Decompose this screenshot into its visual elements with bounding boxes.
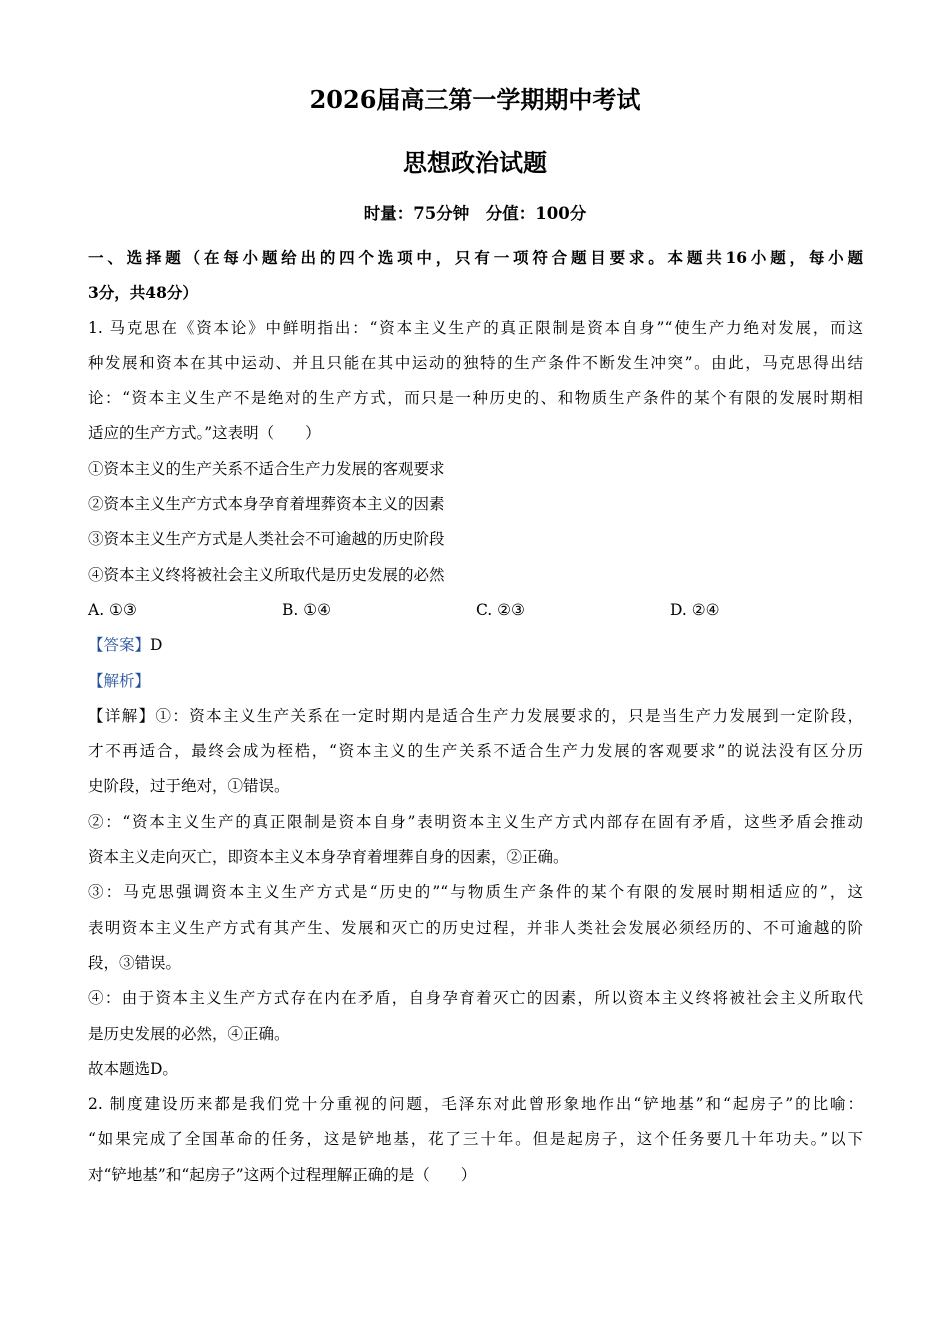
q1-stem-line: 种发展和资本在其中运动、并且只能在其中运动的独特的生产条件不断发生冲突”。由此，马克思得出结 <box>88 353 863 372</box>
q1-options <box>88 593 863 628</box>
q1-answer <box>88 628 863 663</box>
section-heading-line2: 3分，共48分） <box>88 283 198 303</box>
q1-detail-line: 才不再适合，最终会成为桎梏，“资本主义的生产关系不适合生产力发展的客观要求”的说法没有区分历 <box>88 742 863 761</box>
q1-detail-line: 是历史发展的必然，④正确。 <box>88 1024 290 1043</box>
q1-detail-line: ②：“资本主义生产的真正限制是资本自身”表明资本主义生产方式内部存在固有矛盾，这些矛盾会推动 <box>88 812 863 831</box>
exam-subject: 思想政治试题 <box>403 148 547 177</box>
q1-statement: ①资本主义的生产关系不适合生产力发展的客观要求 <box>88 459 445 478</box>
q1-detail-line: 资本主义走向灭亡，即资本主义本身孕育着埋葬自身的因素，②正确。 <box>88 848 569 867</box>
q1-detail-line: ④：由于资本主义生产方式存在内在矛盾，自身孕育着灭亡的因素，所以资本主义终将被社会主义所取代 <box>88 989 863 1008</box>
q1-detail-line: 段，③错误。 <box>88 953 182 972</box>
section-heading-line1: 一、选择题（在每小题给出的四个选项中，只有一项符合题目要求。本题共16小题，每小题 <box>88 248 863 267</box>
answer-value: D <box>150 636 163 655</box>
question-1 <box>88 311 863 1088</box>
exam-title: 2026届高三第一学期期中考试 <box>309 85 641 114</box>
q1-statement: ②资本主义生产方式本身孕育着埋葬资本主义的因素 <box>88 495 445 514</box>
analysis-label: 【解析】 <box>88 671 151 690</box>
q1-option-b: B. ①④ <box>282 600 332 619</box>
q1-detail-line: 【详解】①：资本主义生产关系在一定时期内是适合生产力发展要求的，只是当生产力发展到一定阶段， <box>88 706 863 725</box>
q2-stem-line: 对“铲地基”和“起房子”这两个过程理解正确的是（ ） <box>88 1165 477 1184</box>
q1-option-d: D. ②④ <box>670 600 720 619</box>
q2-stem-line: 2. 制度建设历来都是我们党十分重视的问题，毛泽东对此曾形象地作出“铲地基”和“起房子”的比喻： <box>88 1095 863 1114</box>
q1-detail-line: 表明资本主义生产方式有其产生、发展和灭亡的历史过程，并非人类社会发展必须经历的、不可逾越的阶 <box>88 918 863 937</box>
q1-stem-line: 适应的生产方式。”这表明（ ） <box>88 424 321 443</box>
q2-stem-line: “如果完成了全国革命的任务，这是铲地基，花了三十年。但是起房子，这个任务要几十年功夫。”以下 <box>88 1130 863 1149</box>
q1-stem-line: 论：“资本主义生产不是绝对的生产方式，而只是一种历史的、和物质生产条件的某个有限的发展时期相 <box>88 389 863 408</box>
q1-statement: ③资本主义生产方式是人类社会不可逾越的历史阶段 <box>88 530 445 549</box>
exam-meta: 时量：75分钟 分值：100分 <box>363 204 587 223</box>
q1-detail-line: ③：马克思强调资本主义生产方式是“历史的”“与物质生产条件的某个有限的发展时期相适应的”，这 <box>88 883 863 902</box>
q1-stem-line: 1. 马克思在《资本论》中鲜明指出：“资本主义生产的真正限制是资本自身”“使生产力绝对发展，而这 <box>88 318 863 337</box>
answer-label: 【答案】 <box>88 636 151 655</box>
question-2 <box>88 1087 863 1193</box>
q1-conclusion: 故本题选D。 <box>88 1059 178 1078</box>
detail-label: 【详解】 <box>88 706 156 725</box>
q1-detail-line: 史阶段，过于绝对，①错误。 <box>88 777 290 796</box>
exam-body <box>88 240 863 1193</box>
q1-option-c: C. ②③ <box>476 600 525 619</box>
q1-statement: ④资本主义终将被社会主义所取代是历史发展的必然 <box>88 565 445 584</box>
q1-option-a: A. ①③ <box>88 600 137 619</box>
